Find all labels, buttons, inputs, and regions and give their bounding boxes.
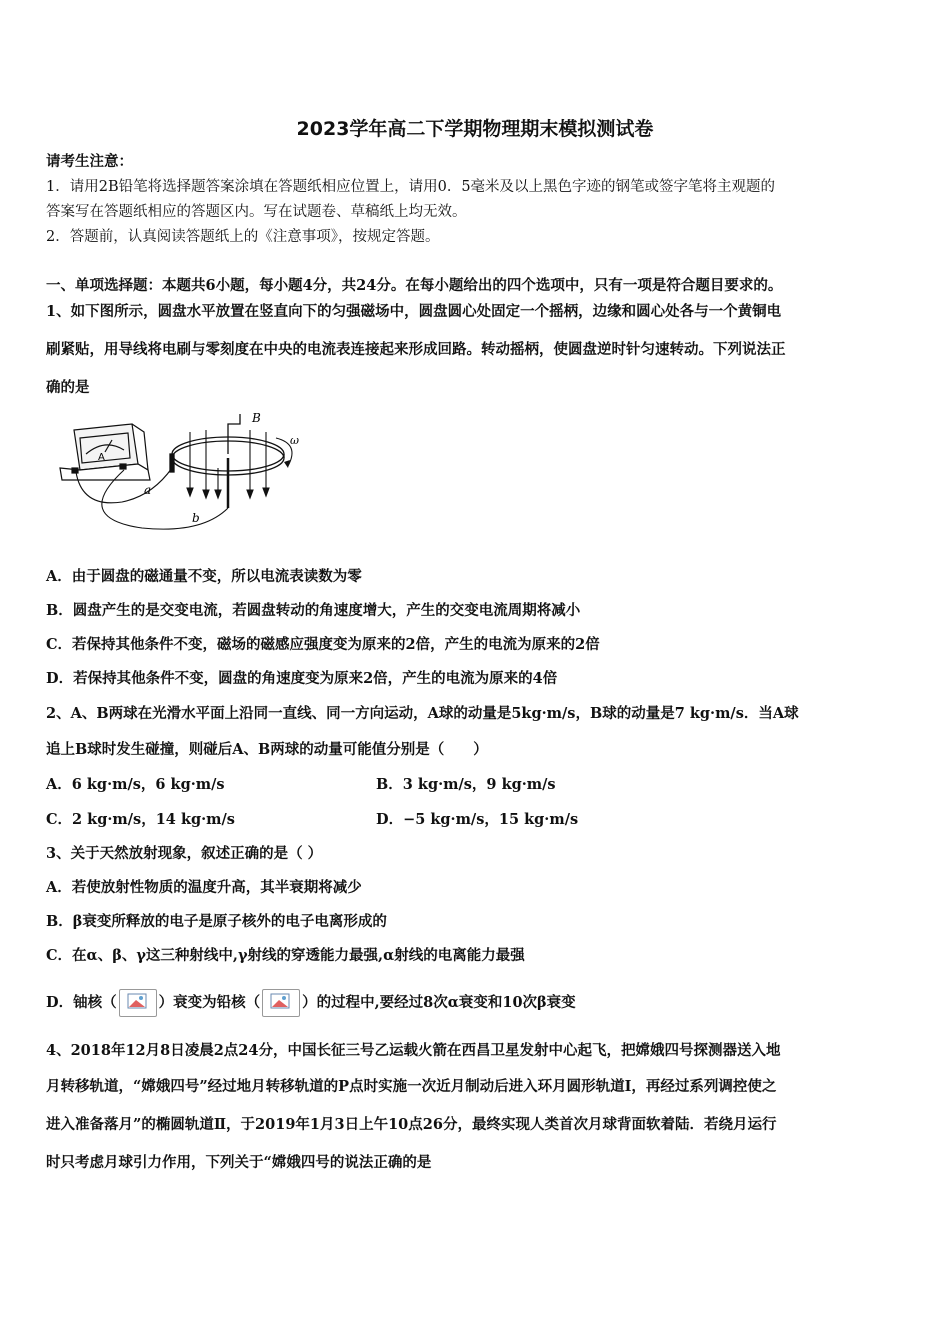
- ammeter-label: A: [98, 452, 105, 463]
- field-label: B: [252, 411, 261, 425]
- q2-stem-line-1: 2、A、B两球在光滑水平面上沿同一直线、同一方向运动，A球的动量是5kg·m/s，B球的动量是7 kg·m/s．当A球: [46, 705, 799, 722]
- q4-stem-line-4: 时只考虑月球引力作用，下列关于“嫦娥四号的说法正确的是: [46, 1154, 432, 1171]
- wire-a-label: a: [144, 483, 152, 497]
- q2-option-b: B．3 kg·m/s，9 kg·m/s: [376, 776, 556, 793]
- lead-image-icon: [262, 989, 300, 1017]
- q1-stem-line-1: 1、如下图所示，圆盘水平放置在竖直向下的匀强磁场中，圆盘圆心处固定一个摇柄，边缘和圆心处各与一个黄铜电: [46, 303, 782, 320]
- q3-option-d-text-3: ）的过程中,要经过8次α衰变和10次β衰变: [302, 994, 576, 1011]
- q1-stem-line-3: 确的是: [46, 379, 90, 396]
- q1-option-a: A．由于圆盘的磁通量不变，所以电流表读数为零: [46, 568, 362, 585]
- q3-option-b: B．β衰变所释放的电子是原子核外的电子电离形成的: [46, 913, 387, 930]
- omega-label: ω: [290, 434, 299, 447]
- q2-option-c: C．2 kg·m/s，14 kg·m/s: [46, 811, 235, 828]
- notice-item-2: 2．答题前，认真阅读答题纸上的《注意事项》，按规定答题。: [46, 229, 440, 245]
- q3-option-a: A．若使放射性物质的温度升高，其半衰期将减少: [46, 879, 362, 896]
- q3-option-d-text-1: D．铀核（: [46, 994, 117, 1011]
- q2-option-a: A．6 kg·m/s，6 kg·m/s: [46, 776, 225, 793]
- page-title: 2023学年高二下学期物理期末模拟测试卷: [296, 118, 654, 140]
- q2-option-d: D．−5 kg·m/s，15 kg·m/s: [376, 811, 579, 828]
- q1-stem-line-2: 刷紧贴，用导线将电刷与零刻度在中央的电流表连接起来形成回路。转动摇柄，使圆盘逆时针匀速转动。下列说法正: [46, 341, 786, 358]
- q3-option-d: [46, 988, 576, 1018]
- wire-b-label: b: [192, 511, 200, 525]
- q3-option-d-text-2: ）衰变为铅核（: [158, 994, 261, 1011]
- q1-option-d: D．若保持其他条件不变，圆盘的角速度变为原来2倍，产生的电流为原来的4倍: [46, 670, 558, 687]
- q1-option-b: B．圆盘产生的是交变电流，若圆盘转动的角速度增大，产生的交变电流周期将减小: [46, 602, 581, 619]
- notice-item-1-line-2: 答案写在答题纸相应的答题区内。写在试题卷、草稿纸上均无效。: [46, 204, 467, 220]
- q1-figure: [52, 408, 312, 540]
- notice-heading: 请考生注意：: [46, 153, 133, 170]
- q4-stem-line-3: 进入准备落月”的椭圆轨道Ⅱ，于2019年1月3日上午10点26分，最终实现人类首次月球背面软着陆．若绕月运行: [46, 1116, 777, 1133]
- q4-stem-line-1: 4、2018年12月8日凌晨2点24分，中国长征三号乙运载火箭在西昌卫星发射中心起飞，把嫦娥四号探测器送入地: [46, 1042, 781, 1059]
- q2-stem-line-2: 追上B球时发生碰撞，则碰后A、B两球的动量可能值分别是（ ）: [46, 741, 488, 758]
- q1-option-c: C．若保持其他条件不变，磁场的磁感应强度变为原来的2倍，产生的电流为原来的2倍: [46, 636, 600, 653]
- q3-stem: 3、关于天然放射现象，叙述正确的是（ ）: [46, 845, 323, 862]
- ammeter: [60, 424, 150, 480]
- q4-stem-line-2: 月转移轨道，“嫦娥四号”经过地月转移轨道的P点时实施一次近月制动后进入环月圆形轨道I，再经过系列调控使之: [46, 1078, 777, 1095]
- q3-option-c: C．在α、β、γ这三种射线中,γ射线的穿透能力最强,α射线的电离能力最强: [46, 947, 525, 964]
- section-heading: 一、单项选择题：本题共6小题，每小题4分，共24分。在每小题给出的四个选项中，只有一项是符合题目要求的。: [46, 277, 783, 294]
- notice-item-1-line-1: 1．请用2B铅笔将选择题答案涂填在答题纸相应位置上，请用0．5毫米及以上黑色字迹的钢笔或签字笔将主观题的: [46, 179, 776, 195]
- uranium-image-icon: [119, 989, 157, 1017]
